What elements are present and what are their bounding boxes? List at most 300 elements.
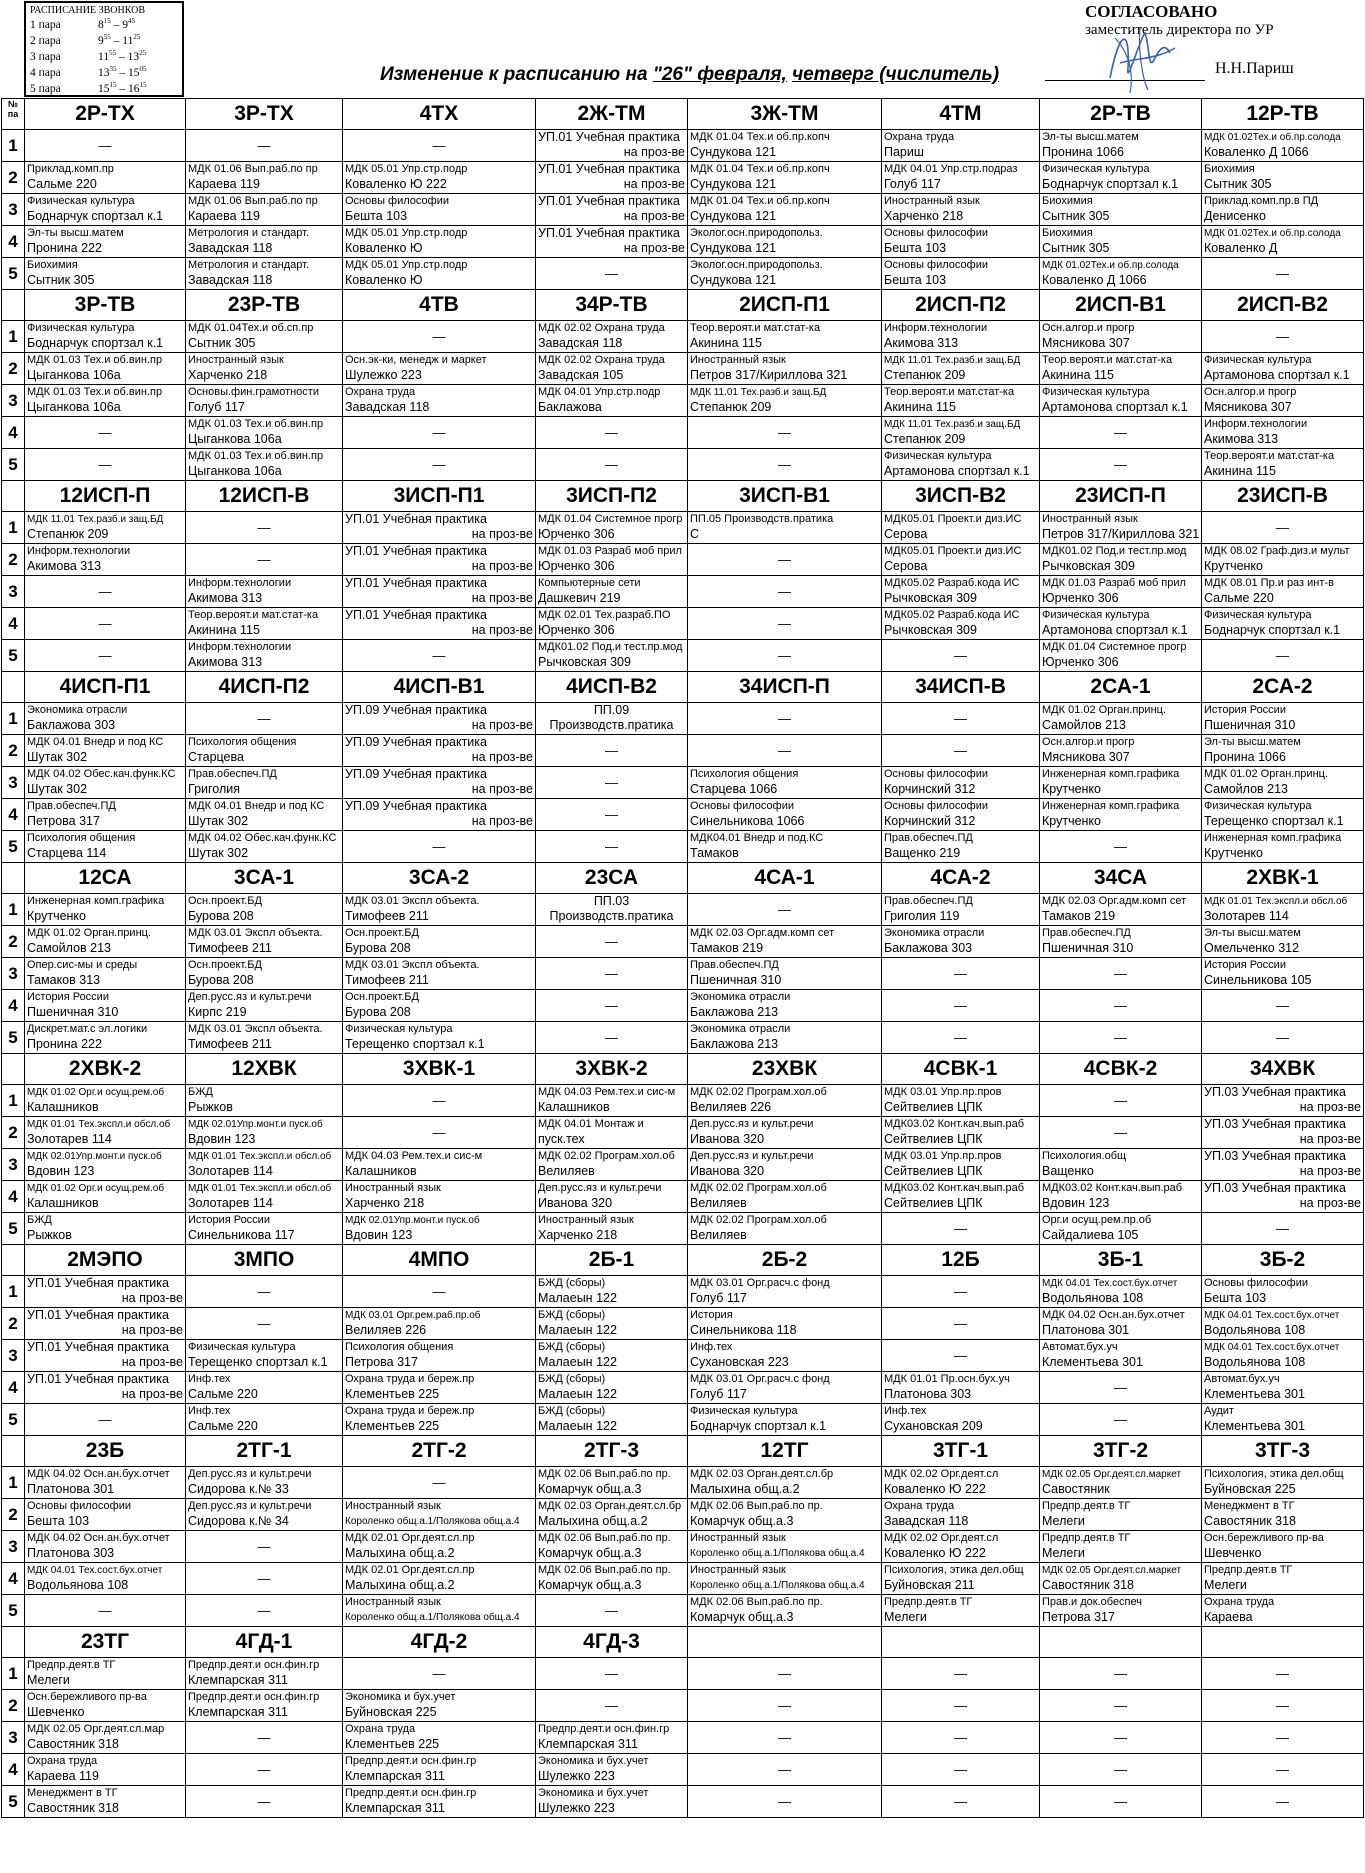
lesson-cell	[1202, 1308, 1364, 1340]
lesson-cell: —	[688, 544, 882, 576]
lesson-teacher-room: Петрова 317	[27, 814, 100, 828]
lesson-subject: Теор.вероят.и мат.стат-ка	[884, 386, 1015, 398]
lesson-cell	[536, 1181, 688, 1213]
lesson-teacher-room: Омельченко 312	[1204, 941, 1300, 955]
lesson-cell	[882, 831, 1040, 863]
lesson-subject: Инженерная комп.графика	[27, 895, 165, 907]
lesson-cell	[186, 640, 343, 672]
lesson-subject: Иностранный язык	[345, 1182, 441, 1194]
pair-row	[2, 926, 1364, 958]
bell-end-hour: 9	[122, 19, 128, 31]
lesson-subject: Осн.проект.БД	[345, 927, 419, 939]
pair-number-header	[2, 672, 25, 703]
lesson-cell	[688, 1085, 882, 1117]
approval-position: заместитель директора по УР	[1085, 22, 1274, 38]
lesson-subject: МДК 02.02 Охрана труда	[538, 322, 665, 334]
group-name: 4ТХ	[343, 99, 536, 130]
lesson-subject: Прав.обеспеч.ПД	[27, 800, 116, 812]
lesson-subject: БЖД (сборы)	[538, 1309, 606, 1321]
approval-title: СОГЛАСОВАНО	[1085, 2, 1218, 21]
lesson-subject: МДК 01.03 Разраб моб прил	[538, 545, 682, 557]
lesson-teacher-room: Бешта 103	[27, 1514, 90, 1528]
lesson-subject: Иностранный язык	[345, 1500, 441, 1512]
lesson-teacher-room: Клемпарская 311	[188, 1673, 288, 1687]
lesson-teacher-room: Клементьев 225	[345, 1419, 440, 1433]
pair-row	[2, 894, 1364, 926]
lesson-teacher-room: Золотарев 114	[1204, 909, 1289, 923]
lesson-cell	[882, 544, 1040, 576]
lesson-subject: УП.01 Учебная практика	[345, 608, 487, 622]
lesson-subject: МДК 02.06 Вып.раб.по пр.	[690, 1500, 823, 1512]
lesson-cell: —	[536, 1690, 688, 1722]
lesson-subject: МДК 04.01 Упр.стр.подраз	[884, 163, 1018, 175]
lesson-teacher-room: Шулежко 223	[538, 1769, 615, 1783]
group-name	[882, 1627, 1040, 1658]
lesson-cell: —	[1040, 1658, 1202, 1690]
lesson-cell	[1040, 353, 1202, 385]
lesson-subject: Инженерная комп.графика	[1042, 800, 1180, 812]
lesson-teacher-room: Сейтвелиев ЦПК	[884, 1196, 983, 1210]
lesson-teacher-room: Крутченко	[27, 909, 86, 923]
lesson-cell	[343, 1563, 536, 1595]
lesson-teacher-room: на проз-ве	[121, 1323, 183, 1337]
bell-start-min: 55	[103, 33, 111, 41]
lesson-cell	[1202, 1531, 1364, 1563]
lesson-subject: Биохимия	[1042, 227, 1093, 239]
lesson-cell	[1202, 703, 1364, 735]
lesson-cell: —	[343, 1658, 536, 1690]
lesson-cell	[1040, 1181, 1202, 1213]
lesson-cell: —	[688, 640, 882, 672]
lesson-teacher-room: Караева	[1204, 1610, 1253, 1624]
lesson-teacher-room: Баклажова 213	[690, 1005, 779, 1019]
lesson-cell: —	[186, 544, 343, 576]
lesson-subject: История России	[1204, 959, 1286, 971]
group-name: 2ТГ-3	[536, 1436, 688, 1467]
pair-row	[2, 1117, 1364, 1149]
lesson-subject: МДК 04.02 Осн.ан.бух.отчет	[27, 1468, 170, 1480]
lesson-cell	[25, 353, 186, 385]
lesson-cell	[25, 1786, 186, 1818]
lesson-teacher-room: Боднарчук спортзал к.1	[690, 1419, 827, 1433]
lesson-cell: —	[1040, 417, 1202, 449]
lesson-teacher-room: Акимова 313	[884, 336, 959, 350]
pair-number: 5	[2, 1022, 25, 1054]
lesson-subject: Осн.бережливого пр-ва	[1204, 1532, 1324, 1544]
lesson-subject: Физическая культура	[1204, 609, 1312, 621]
lesson-teacher-room: Терещенко спортзал к.1	[345, 1037, 485, 1051]
lesson-subject: Деп.русс.яз и культ.речи	[690, 1150, 814, 1162]
pair-row	[2, 608, 1364, 640]
lesson-cell	[1040, 321, 1202, 353]
lesson-subject: Охрана труда	[345, 1723, 416, 1735]
lesson-cell	[186, 258, 343, 290]
lesson-teacher-room: Завадская 105	[538, 368, 624, 382]
pair-number: 3	[2, 1340, 25, 1372]
lesson-cell	[536, 1149, 688, 1181]
lesson-cell: —	[536, 990, 688, 1022]
lesson-subject: МДК 01.03 Тех.и об.вин.пр	[188, 450, 324, 462]
lesson-cell: —	[1202, 1722, 1364, 1754]
lesson-teacher-room: Григолия	[188, 782, 241, 796]
lesson-subject: МДК 02.01Упр.монт.и пуск.об	[188, 1119, 323, 1130]
lesson-cell: —	[25, 608, 186, 640]
lesson-subject: МДК 01.01 Пр.осн.бух.уч	[884, 1373, 1010, 1385]
lesson-cell	[882, 130, 1040, 162]
pair-number: 4	[2, 990, 25, 1022]
lesson-subject: Компьютерные сети	[538, 577, 641, 589]
lesson-subject: Инф.тех	[690, 1341, 733, 1353]
lesson-cell	[688, 1499, 882, 1531]
lesson-cell	[1202, 1372, 1364, 1404]
lesson-cell	[343, 703, 536, 735]
lesson-cell: —	[688, 1754, 882, 1786]
group-header-row	[2, 290, 1364, 321]
lesson-cell	[688, 1117, 882, 1149]
lesson-cell: —	[186, 512, 343, 544]
lesson-cell	[688, 767, 882, 799]
pair-number-header	[2, 1436, 25, 1467]
lesson-subject: Эл-ты высш.матем	[1204, 927, 1301, 939]
lesson-cell	[1040, 162, 1202, 194]
lesson-cell	[882, 1117, 1040, 1149]
lesson-subject: УП.01 Учебная практика	[345, 544, 487, 558]
pair-number: 4	[2, 1754, 25, 1786]
lesson-subject: Физическая культура	[690, 1405, 798, 1417]
lesson-cell: —	[186, 1308, 343, 1340]
lesson-cell	[186, 608, 343, 640]
lesson-cell	[25, 1372, 186, 1404]
group-name: 3СА-2	[343, 863, 536, 894]
lesson-teacher-room: Водольянова 108	[1042, 1291, 1144, 1305]
lesson-cell	[343, 1213, 536, 1245]
pair-row	[2, 703, 1364, 735]
group-header-row	[2, 1245, 1364, 1276]
lesson-cell	[1040, 608, 1202, 640]
lesson-teacher-room: Иванова 320	[690, 1164, 765, 1178]
lesson-cell: —	[343, 417, 536, 449]
group-name: 23ИСП-В	[1202, 481, 1364, 512]
bell-pair-label: 1 пара	[30, 19, 61, 31]
lesson-subject: УП.09 Учебная практика	[345, 735, 487, 749]
lesson-cell	[343, 1022, 536, 1054]
lesson-subject: Инф.тех	[188, 1405, 231, 1417]
lesson-subject: Охрана труда и береж.пр	[345, 1373, 475, 1385]
lesson-cell: —	[1040, 1786, 1202, 1818]
lesson-subject: МДК 02.02 Програм.хол.об	[690, 1182, 827, 1194]
lesson-teacher-room: Ващенко 219	[884, 846, 961, 860]
lesson-cell	[343, 1754, 536, 1786]
lesson-cell: —	[688, 576, 882, 608]
group-name: 4ИСП-П2	[186, 672, 343, 703]
group-name: 3ИСП-В2	[882, 481, 1040, 512]
lesson-teacher-room: Малаеын 122	[538, 1323, 617, 1337]
lesson-cell	[536, 1117, 688, 1149]
lesson-subject: Иностранный язык	[345, 1596, 441, 1608]
lesson-subject: История	[690, 1309, 733, 1321]
lesson-cell	[882, 194, 1040, 226]
lesson-subject: История России	[27, 991, 109, 1003]
pair-number: 1	[2, 703, 25, 735]
lesson-subject: БЖД	[188, 1086, 213, 1098]
bell-dash: –	[110, 19, 123, 31]
lesson-subject: Основы философии	[345, 195, 449, 207]
lesson-subject: Осн.алгор.и прогр	[1042, 322, 1135, 334]
lesson-subject: МДК 01.02 Орг.и осущ.рем.об	[27, 1087, 165, 1098]
lesson-teacher-room: Клемпарская 311	[538, 1737, 638, 1751]
lesson-cell	[186, 767, 343, 799]
lesson-cell	[186, 194, 343, 226]
lesson-cell: —	[536, 417, 688, 449]
lesson-cell	[186, 926, 343, 958]
lesson-subject: Экономика отрасли	[884, 927, 985, 939]
lesson-cell: —	[882, 1213, 1040, 1245]
lesson-subject: УП.03 Учебная практика	[1204, 1149, 1346, 1163]
lesson-teacher-room: Комарчук общ.а.3	[538, 1578, 642, 1592]
lesson-subject: Охрана труда	[884, 1500, 955, 1512]
lesson-teacher-room: Серова	[884, 527, 928, 541]
lesson-cell	[25, 1213, 186, 1245]
lesson-subject: Инженерная комп.графика	[1042, 768, 1180, 780]
lesson-cell	[186, 162, 343, 194]
group-header-row	[2, 1436, 1364, 1467]
group-name: 3ХВК-2	[536, 1054, 688, 1085]
lesson-subject: Психология общения	[188, 736, 297, 748]
group-name: 3Р-ТХ	[186, 99, 343, 130]
group-name: 12ИСП-П	[25, 481, 186, 512]
bell-start-min: 15	[103, 17, 111, 25]
lesson-subject: Иностранный язык	[884, 195, 980, 207]
lesson-cell	[688, 321, 882, 353]
lesson-cell	[186, 576, 343, 608]
lesson-cell	[186, 1022, 343, 1054]
lesson-cell	[1040, 640, 1202, 672]
lesson-cell	[536, 608, 688, 640]
lesson-teacher-room: Пронина 1066	[1204, 750, 1286, 764]
lesson-subject: История России	[1204, 704, 1286, 716]
lesson-subject: МДК 01.02Тех.и об.пр.солода	[1042, 260, 1179, 271]
bell-dash: –	[116, 67, 128, 79]
lesson-teacher-room: Бешта 103	[345, 209, 408, 223]
lesson-cell	[186, 735, 343, 767]
lesson-subject: Предпр.деят.в ТГ	[1042, 1500, 1131, 1512]
lesson-cell	[1040, 735, 1202, 767]
lesson-teacher-room: Водольянова 108	[1204, 1355, 1306, 1369]
lesson-cell	[882, 449, 1040, 481]
lesson-teacher-room: Голуб 117	[690, 1291, 747, 1305]
lesson-subject: Экономика и бух.учет	[538, 1755, 649, 1767]
lesson-subject: Деп.русс.яз и культ.речи	[690, 1118, 814, 1130]
lesson-cell	[186, 321, 343, 353]
group-name: 2ИСП-В1	[1040, 290, 1202, 321]
lesson-subject: Иностранный язык	[690, 1564, 786, 1576]
lesson-cell	[25, 1308, 186, 1340]
lesson-subject: УП.01 Учебная практика	[27, 1276, 169, 1290]
lesson-teacher-room: Сытник 305	[1042, 209, 1110, 223]
lesson-teacher-room: Сундукова 121	[690, 241, 777, 255]
lesson-cell	[1040, 1276, 1202, 1308]
lesson-cell	[882, 162, 1040, 194]
lesson-teacher-room: Водольянова 108	[1204, 1323, 1306, 1337]
lesson-teacher-room: Сытник 305	[1042, 241, 1110, 255]
lesson-cell	[25, 958, 186, 990]
lesson-cell	[343, 1308, 536, 1340]
pair-row	[2, 162, 1364, 194]
lesson-teacher-room: Самойлов 213	[1042, 718, 1127, 732]
lesson-cell	[1202, 353, 1364, 385]
group-header-row	[2, 1627, 1364, 1658]
lesson-cell: —	[882, 703, 1040, 735]
lesson-cell	[536, 1754, 688, 1786]
title-date: "26" февраля,	[652, 64, 787, 85]
lesson-cell: —	[1202, 1022, 1364, 1054]
group-name: 34ИСП-В	[882, 672, 1040, 703]
lesson-cell	[536, 130, 688, 162]
lesson-cell	[1202, 544, 1364, 576]
lesson-cell	[882, 1181, 1040, 1213]
lesson-teacher-room: Калашников	[27, 1196, 99, 1210]
lesson-subject: Автомат.бух.уч	[1042, 1341, 1118, 1353]
group-name: 2СА-2	[1202, 672, 1364, 703]
lesson-cell: —	[882, 1340, 1040, 1372]
pair-row	[2, 767, 1364, 799]
lesson-cell: —	[343, 1467, 536, 1499]
lesson-subject: Охрана труда и береж.пр	[345, 1405, 475, 1417]
pair-row	[2, 1308, 1364, 1340]
lesson-subject: УП.01 Учебная практика	[345, 576, 487, 590]
lesson-cell	[25, 1531, 186, 1563]
lesson-teacher-room: Сидорова к.№ 34	[188, 1514, 289, 1528]
lesson-cell: —	[536, 799, 688, 831]
lesson-subject: Прав.обеспеч.ПД	[884, 832, 973, 844]
lesson-teacher-room: Комарчук общ.а.3	[538, 1546, 642, 1560]
pair-row	[2, 385, 1364, 417]
lesson-cell	[186, 1213, 343, 1245]
lesson-teacher-room: Шутак 302	[188, 846, 249, 860]
lesson-cell	[1202, 831, 1364, 863]
lesson-teacher-room: Дашкевич 219	[538, 591, 621, 605]
lesson-subject: МДК 11.01 Тех.разб.и защ.БД	[27, 514, 164, 525]
lesson-cell	[1040, 1308, 1202, 1340]
bell-start-hour: 15	[98, 83, 110, 95]
lesson-cell	[1040, 226, 1202, 258]
lesson-teacher-room: Мелеги	[1042, 1546, 1085, 1560]
lesson-cell: —	[343, 831, 536, 863]
pair-row	[2, 831, 1364, 863]
lesson-cell: —	[186, 1786, 343, 1818]
lesson-cell	[25, 321, 186, 353]
group-name: 12Б	[882, 1245, 1040, 1276]
pair-number: 3	[2, 767, 25, 799]
lesson-cell	[882, 512, 1040, 544]
lesson-cell	[688, 1308, 882, 1340]
lesson-teacher-room: Вдовин 123	[188, 1132, 256, 1146]
lesson-teacher-room: Савостяник 318	[27, 1801, 119, 1815]
lesson-cell	[186, 1467, 343, 1499]
lesson-subject: Эл-ты высш.матем	[27, 227, 124, 239]
group-name: 3ТГ-2	[1040, 1436, 1202, 1467]
lesson-subject: Теор.вероят.и мат.стат-ка	[690, 322, 821, 334]
group-header-row	[2, 481, 1364, 512]
lesson-teacher-room: Старцева 1066	[690, 782, 778, 796]
lesson-cell	[882, 417, 1040, 449]
lesson-cell	[25, 1690, 186, 1722]
lesson-teacher-room: Пронина 222	[27, 241, 102, 255]
lesson-cell	[1202, 1563, 1364, 1595]
lesson-teacher-room: Буйновская 225	[1204, 1482, 1296, 1496]
lesson-subject: МДК 02.01 Тех.разраб.ПО	[538, 609, 671, 621]
lesson-cell: —	[536, 958, 688, 990]
pair-number: 4	[2, 608, 25, 640]
bell-start-hour: 11	[98, 51, 110, 63]
pair-number: 5	[2, 1786, 25, 1818]
lesson-cell: —	[25, 1595, 186, 1627]
lesson-cell	[536, 1531, 688, 1563]
lesson-teacher-room: Мелеги	[27, 1673, 70, 1687]
bell-time	[98, 65, 147, 81]
lesson-teacher-room: на проз-ве	[471, 623, 533, 637]
bell-end-min: 45	[128, 17, 135, 25]
lesson-teacher-room: Вдовин 123	[345, 1228, 413, 1242]
group-name: 3Р-ТВ	[25, 290, 186, 321]
lesson-cell	[1040, 1340, 1202, 1372]
lesson-subject: МДК 02.02 Орг.деят.сл	[884, 1532, 999, 1544]
pair-number: 2	[2, 1499, 25, 1531]
lesson-teacher-room: Бурова 208	[345, 1005, 411, 1019]
lesson-cell	[688, 130, 882, 162]
lesson-cell	[688, 1531, 882, 1563]
lesson-subject: Теор.вероят.и мат.стат-ка	[1204, 450, 1335, 462]
lesson-subject: МДК 02.03 Орг.адм.комп сет	[690, 927, 835, 939]
lesson-cell	[688, 1595, 882, 1627]
lesson-teacher-room: Сальме 220	[27, 177, 97, 191]
lesson-subject: МДК 02.06 Вып.раб.по пр.	[538, 1468, 671, 1480]
lesson-subject: Теор.вероят.и мат.стат-ка	[1042, 354, 1173, 366]
lesson-teacher-room: Калашников	[345, 1164, 417, 1178]
lesson-teacher-room: Велиляев	[690, 1228, 747, 1242]
bell-end-min: 15	[139, 81, 147, 89]
group-name: 2ХВК-1	[1202, 863, 1364, 894]
bell-time	[98, 33, 140, 49]
lesson-teacher-room: Юрченко 306	[538, 527, 615, 541]
lesson-cell	[688, 1563, 882, 1595]
bell-row	[30, 65, 178, 81]
lesson-subject: Эколог.осн.природопольз.	[690, 227, 823, 239]
lesson-cell	[536, 1404, 688, 1436]
lesson-cell	[688, 385, 882, 417]
lesson-teacher-room: Малыхина общ.а.2	[538, 1514, 648, 1528]
group-name: 2Р-ТВ	[1040, 99, 1202, 130]
lesson-cell	[186, 1690, 343, 1722]
pair-number: 2	[2, 735, 25, 767]
lesson-teacher-room: Коваленко Д 1066	[1042, 273, 1147, 287]
lesson-cell	[25, 1276, 186, 1308]
lesson-subject: Эл-ты высш.матем	[1042, 131, 1139, 143]
lesson-cell	[1040, 1213, 1202, 1245]
lesson-cell	[688, 1372, 882, 1404]
lesson-teacher-room: Юрченко 306	[1042, 591, 1119, 605]
lesson-subject: МДК 04.03 Рем.тех.и сис-м	[538, 1086, 676, 1098]
lesson-subject: Основы философии	[884, 259, 988, 271]
lesson-subject: Экономика отрасли	[690, 1023, 791, 1035]
pair-number: 3	[2, 1531, 25, 1563]
lesson-teacher-room: Голуб 117	[188, 400, 245, 414]
lesson-teacher-room: Цыганкова 106а	[27, 368, 121, 382]
lesson-teacher-room: Платонова 301	[1042, 1323, 1130, 1337]
bell-end-min: 05	[139, 65, 147, 73]
lesson-subject: Эл-ты высш.матем	[1204, 736, 1301, 748]
lesson-subject: МДК 08.02 Граф.диз.и мульт	[1204, 545, 1350, 557]
